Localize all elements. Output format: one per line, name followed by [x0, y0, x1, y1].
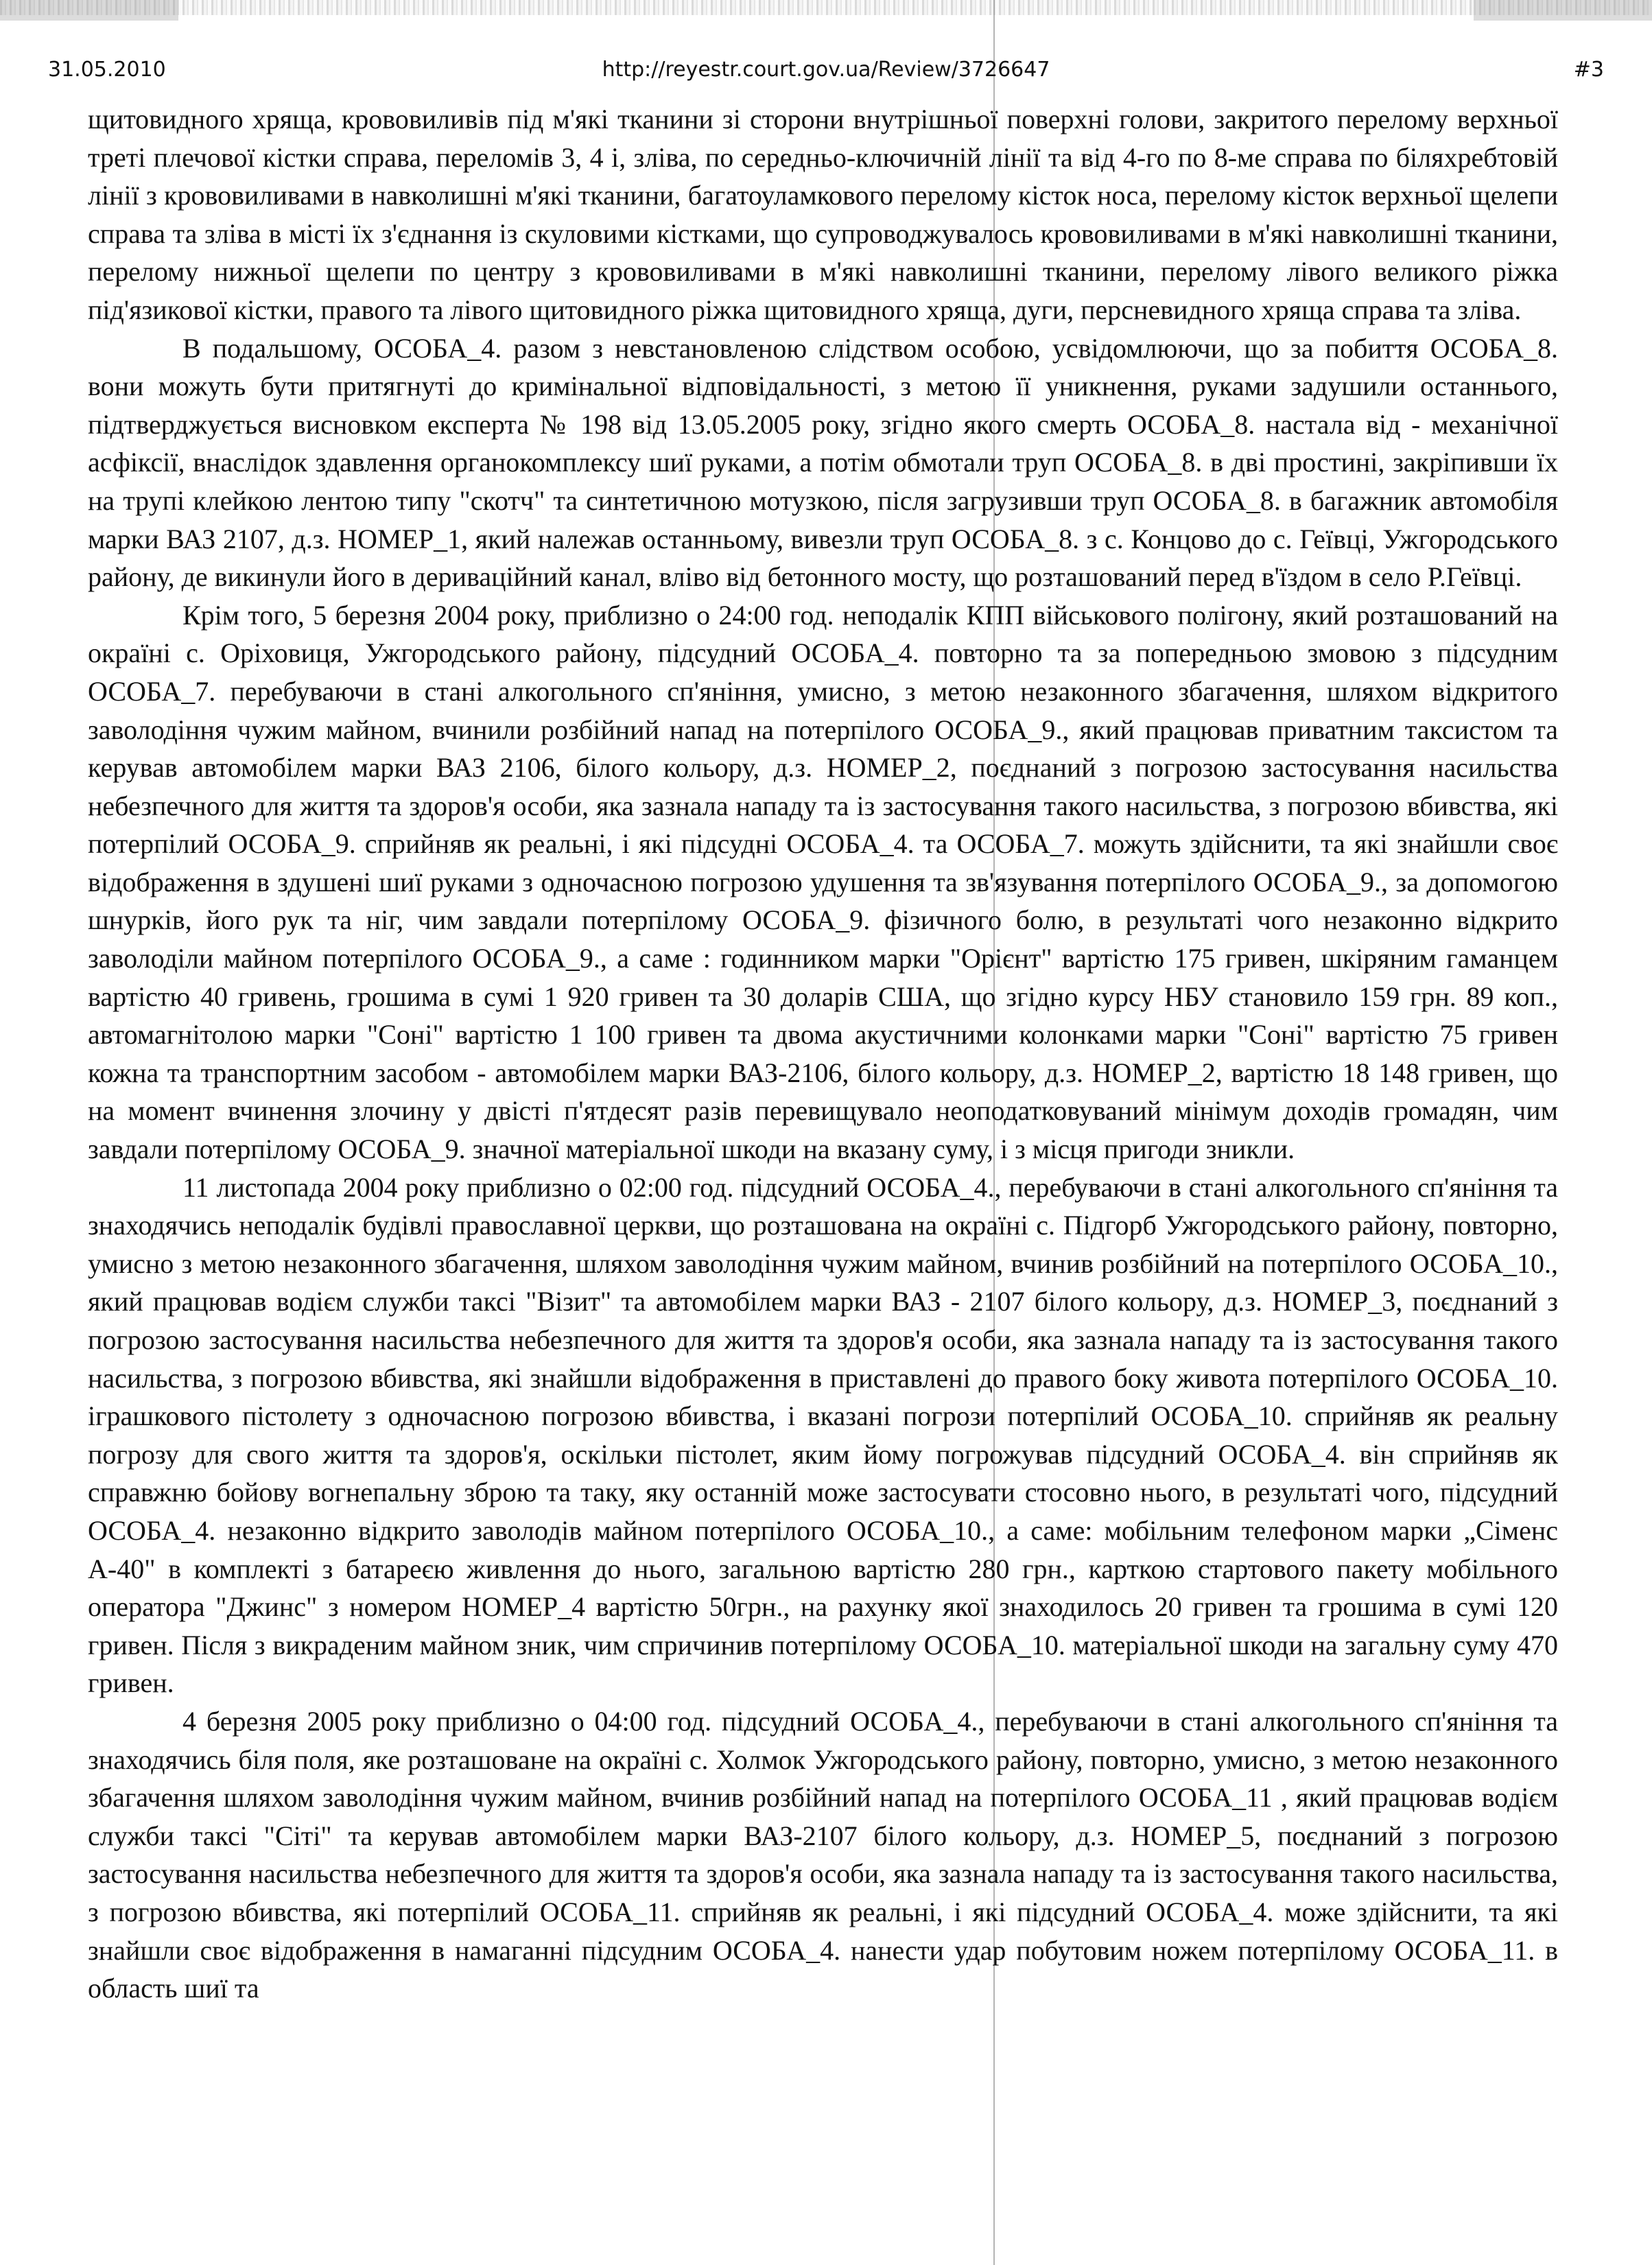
page-header [48, 58, 1604, 92]
paragraph-continuation: щитовидного хряща, крововиливів під м'які тканини зі сторони внутрішньої поверхні голови, закритого перелому верхньої треті плечової кістки справа, переломів 3, 4 і, зліва, по середньо-ключичній лінії та від 4-го по 8-ме справа по біляхребтовій лінії з крововиливами в навколишні м'які тканини, багатоуламкового перелому кісток носа, перелому кісток верхньої щелепи справа та зліва в місті їх з'єднання із скуловими кістками, що супроводжувалось крововиливами в м'які навколишні тканини, перелому нижньої щелепи по центру з крововиливами в м'які навколишні тканини, перелому лівого великого ріжка під'язикової кістки, правого та лівого щитовидного ріжка щитовидного хряща, дуги, персневидного хряща справа та зліва. [88, 104, 1558, 325]
header-date: 31.05.2010 [48, 58, 166, 82]
document-body [88, 100, 1558, 2008]
paragraph: Крім того, 5 березня 2004 року, приблизно о 24:00 год. неподалік КПП військового полігону, який розташований на окраїні с. Оріховиця, Ужгородського району, підсудний ОСОБА_4. повторно та за попередньою змовою з підсудним ОСОБА_7. перебуваючи в стані алкогольного сп'яніння, умисно, з метою незаконного збагачення, шляхом відкритого заволодіння чужим майном, вчинили розбійний напад на потерпілого ОСОБА_9., який працював приватним таксистом та керував автомобілем марки ВАЗ 2106, білого кольору, д.з. НОМЕР_2, поєднаний з погрозою застосування насильства небезпечного для життя та здоров'я особи, яка зазнала нападу та із застосування такого насильства, з погрозою вбивства, які потерпілий ОСОБА_9. сприйняв як реальні, і які підсудні ОСОБА_4. та ОСОБА_7. можуть здійснити, та які знайшли своє відображення в здушені шиї руками з одночасною погрозою удушення та зв'язування потерпілого ОСОБА_9., за допомогою шнурків, його рук та ніг, чим завдали потерпілому ОСОБА_9. фізичного болю, в результаті чого незаконно відкрито заволоділи майном потерпілого ОСОБА_9., а саме : годинником марки "Орієнт" вартістю 175 гривен, шкіряним гаманцем вартістю 40 гривень, грошима в сумі 1 920 гривен та 30 доларів США, що згідно курсу НБУ становило 159 грн. 89 коп., автомагнітолою марки "Соні" вартістю 1 100 гривен та двома акустичними колонками марки "Соні" вартістю 75 гривен кожна та транспортним засобом - автомобілем марки ВАЗ-2106, білого кольору, д.з. НОМЕР_2, вартістю 18 148 гривен, що на момент вчинення злочину у двісті п'ятдесят разів перевищувало неоподатковуваний мінімум доходів громадян, чим завдали потерпілому ОСОБА_9. значної матеріальної шкоди на вказану суму, і з місця пригоди зникли. [88, 599, 1558, 1165]
scan-edge-noise [0, 0, 1652, 15]
scan-corner-left [0, 0, 178, 21]
scan-corner-right [1474, 0, 1652, 21]
header-url: http://reyestr.court.gov.ua/Review/3726647 [602, 58, 1050, 82]
paragraph: 11 листопада 2004 року приблизно о 02:00 год. підсудний ОСОБА_4., перебуваючи в стані алкогольного сп'яніння та знаходячись неподалік будівлі православної церкви, що розташована на окраїні с. Підгорб Ужгородського району, повторно, умисно з метою незаконного збагачення, шляхом заволодіння чужим майном, вчинив розбійний на потерпілого ОСОБА_10., який працював водієм служби таксі "Візит" та автомобілем марки ВАЗ - 2107 білого кольору, д.з. НОМЕР_3, поєднаний з погрозою застосування насильства небезпечного для життя та здоров'я особи, яка зазнала нападу та із застосування такого насильства, з погрозою вбивства, які знайшли відображення в приставлені до правого боку живота потерпілого ОСОБА_10. іграшкового пістолету з одночасною погрозою вбивства, і вказані погрози потерпілий ОСОБА_10. сприйняв як реальну погрозу для свого життя та здоров'я, оскільки пістолет, яким йому погрожував підсудний ОСОБА_4. він сприйняв як справжню бойову вогнепальну зброю та таку, яку останній може застосувати стосовно нього, в результаті чого, підсудний ОСОБА_4. незаконно відкрито заволодів майном потерпілого ОСОБА_10., а саме: мобільним телефоном марки „Сіменс А-40" в комплекті з батареєю живлення до нього, загальною вартістю 280 грн., карткою стартового пакету мобільного оператора "Джинс" з номером НОМЕР_4 вартістю 50грн., на рахунку якої знаходилось 20 гривен та грошима в сумі 120 гривен. Після з викраденим майном зник, чим спричинив потерпілому ОСОБА_10. матеріальної шкоди на загальну суму 470 гривен. [88, 1171, 1558, 1699]
paragraph: В подальшому, ОСОБА_4. разом з невстановленою слідством особою, усвідомлюючи, що за побиття ОСОБА_8. вони можуть бути притягнуті до кримінальної відповідальності, з метою її уникнення, руками задушили останнього, підтверджується висновком експерта № 198 від 13.05.2005 року, згідно якого смерть ОСОБА_8. настала від - механічної асфіксії, внаслідок здавлення органокомплексу шиї руками, а потім обмотали труп ОСОБА_8. в дві простині, закріпивши їх на трупі клейкою лентою типу "скотч" та синтетичною мотузкою, після загрузивши труп ОСОБА_8. в багажник автомобіля марки ВАЗ 2107, д.з. НОМЕР_1, який належав останньому, вивезли труп ОСОБА_8. з с. Концово до с. Геївці, Ужгородського району, де викинули його в дериваційний канал, вліво від бетонного мосту, що розташований перед в'їздом в село Р.Геївці. [88, 332, 1558, 593]
header-page-number: #3 [1573, 58, 1604, 82]
paragraph: 4 березня 2005 року приблизно о 04:00 год. підсудний ОСОБА_4., перебуваючи в стані алкогольного сп'яніння та знаходячись біля поля, яке розташоване на окраїні с. Холмок Ужгородського району, повторно, умисно, з метою незаконного збагачення шляхом заволодіння чужим майном, вчинив розбійний напад на потерпілого ОСОБА_11 , який працював водієм служби таксі "Сіті" та керував автомобілем марки ВАЗ-2107 білого кольору, д.з. НОМЕР_5, поєднаний з погрозою застосування насильства небезпечного для життя та здоров'я особи, яка зазнала нападу та із застосування такого насильства, з погрозою вбивства, які потерпілий ОСОБА_11. сприйняв як реальні, і які підсудний ОСОБА_4. може здійснити, та які знайшли своє відображення в намаганні підсудним ОСОБА_4. нанести удар побутовим ножем потерпілому ОСОБА_11. в область шиї та [88, 1705, 1558, 2004]
